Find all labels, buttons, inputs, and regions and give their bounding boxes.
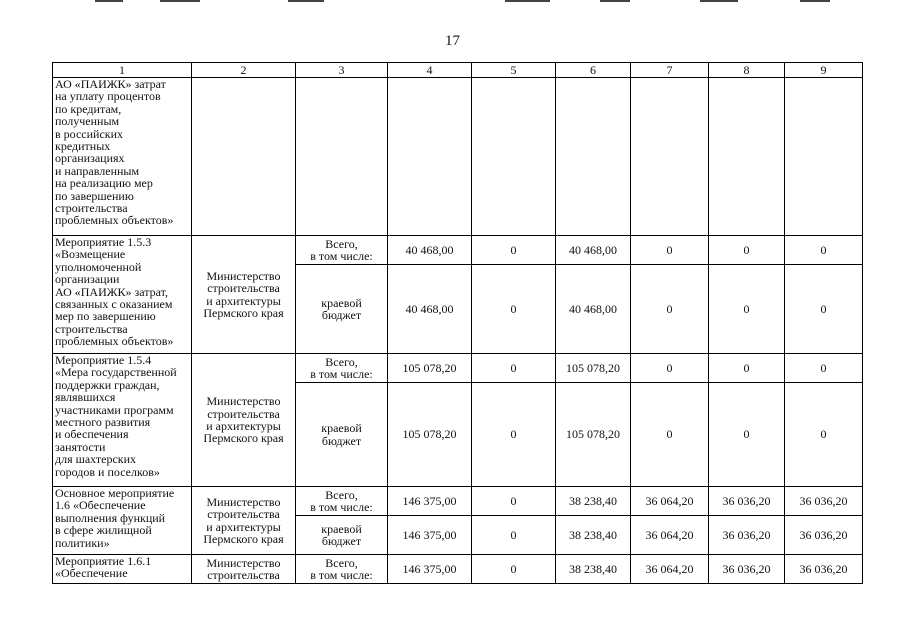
value-cell: 146 375,00 bbox=[388, 487, 472, 516]
scan-top-edge bbox=[0, 0, 905, 2]
value-cell: 105 078,20 bbox=[388, 354, 472, 383]
value-cell: 36 064,20 bbox=[631, 516, 709, 555]
activity-name: Основное мероприятие 1.6 «Обеспечение выполнения функций в сфере жилищной политики» bbox=[53, 487, 192, 555]
value-cell: 0 bbox=[785, 354, 863, 383]
value-cell: 0 bbox=[631, 383, 709, 487]
activity-name: Мероприятие 1.5.3 «Возмещение уполномоченной организации АО «ПАИЖК» затрат, связанных с оказанием мер по завершению строительства проблемных объектов» bbox=[53, 236, 192, 354]
budget-table bbox=[52, 62, 863, 584]
value-cell: 36 036,20 bbox=[785, 555, 863, 584]
value-cell: 0 bbox=[631, 265, 709, 354]
value-cell: 105 078,20 bbox=[556, 383, 631, 487]
value-cell: 0 bbox=[631, 236, 709, 265]
value-cell: 36 036,20 bbox=[785, 487, 863, 516]
value-cell: 0 bbox=[785, 383, 863, 487]
activity-name: АО «ПАИЖК» затрат на уплату процентов по кредитам, полученным в российских кредитных организациях и направленным на реализацию мер по завершению строительства проблемных объектов» bbox=[53, 78, 192, 236]
value-cell: 0 bbox=[472, 383, 556, 487]
table-row bbox=[53, 555, 863, 584]
value-cell bbox=[472, 78, 556, 236]
funding-source: краевой бюджет bbox=[296, 265, 388, 354]
column-header: 4 bbox=[388, 63, 472, 78]
column-header: 9 bbox=[785, 63, 863, 78]
page-number: 17 bbox=[445, 33, 460, 49]
value-cell: 105 078,20 bbox=[388, 383, 472, 487]
value-cell: 40 468,00 bbox=[388, 265, 472, 354]
value-cell: 105 078,20 bbox=[556, 354, 631, 383]
table-row bbox=[53, 354, 863, 383]
value-cell: 40 468,00 bbox=[556, 265, 631, 354]
value-cell: 0 bbox=[709, 383, 785, 487]
column-header: 5 bbox=[472, 63, 556, 78]
value-cell: 0 bbox=[472, 555, 556, 584]
value-cell: 0 bbox=[472, 487, 556, 516]
column-header: 3 bbox=[296, 63, 388, 78]
value-cell: 36 036,20 bbox=[785, 516, 863, 555]
value-cell: 38 238,40 bbox=[556, 555, 631, 584]
value-cell: 0 bbox=[472, 516, 556, 555]
executor-cell: Министерство строительства и архитектуры Пермского края bbox=[192, 236, 296, 354]
column-header: 7 bbox=[631, 63, 709, 78]
value-cell: 0 bbox=[709, 236, 785, 265]
column-header: 8 bbox=[709, 63, 785, 78]
value-cell: 36 036,20 bbox=[709, 487, 785, 516]
funding-source: Всего, в том числе: bbox=[296, 555, 388, 584]
value-cell: 0 bbox=[785, 265, 863, 354]
activity-name: Мероприятие 1.6.1 «Обеспечение bbox=[53, 555, 192, 584]
column-number-row bbox=[53, 63, 863, 78]
value-cell: 40 468,00 bbox=[556, 236, 631, 265]
funding-source: краевой бюджет bbox=[296, 383, 388, 487]
value-cell: 0 bbox=[709, 354, 785, 383]
value-cell bbox=[631, 78, 709, 236]
table-row bbox=[53, 78, 863, 236]
value-cell bbox=[785, 78, 863, 236]
value-cell: 146 375,00 bbox=[388, 555, 472, 584]
executor-cell: Министерство строительства bbox=[192, 555, 296, 584]
value-cell: 40 468,00 bbox=[388, 236, 472, 265]
activity-name: Мероприятие 1.5.4 «Мера государственной поддержки граждан, являвшихся участниками программ местного развития и обеспечения занятости для шахтерских городов и поселков» bbox=[53, 354, 192, 487]
value-cell: 0 bbox=[709, 265, 785, 354]
value-cell bbox=[556, 78, 631, 236]
column-header: 6 bbox=[556, 63, 631, 78]
value-cell: 38 238,40 bbox=[556, 487, 631, 516]
executor-cell: Министерство строительства и архитектуры Пермского края bbox=[192, 354, 296, 487]
value-cell: 36 036,20 bbox=[709, 516, 785, 555]
value-cell: 36 064,20 bbox=[631, 487, 709, 516]
value-cell: 0 bbox=[472, 354, 556, 383]
value-cell: 36 036,20 bbox=[709, 555, 785, 584]
value-cell bbox=[709, 78, 785, 236]
column-header: 2 bbox=[192, 63, 296, 78]
funding-source bbox=[296, 78, 388, 236]
value-cell bbox=[388, 78, 472, 236]
funding-source: краевой бюджет bbox=[296, 516, 388, 555]
value-cell: 36 064,20 bbox=[631, 555, 709, 584]
value-cell: 146 375,00 bbox=[388, 516, 472, 555]
funding-source: Всего, в том числе: bbox=[296, 354, 388, 383]
value-cell: 0 bbox=[472, 236, 556, 265]
value-cell: 0 bbox=[631, 354, 709, 383]
table-row bbox=[53, 236, 863, 265]
table-row bbox=[53, 487, 863, 516]
executor-cell: Министерство строительства и архитектуры Пермского края bbox=[192, 487, 296, 555]
funding-source: Всего, в том числе: bbox=[296, 236, 388, 265]
value-cell: 0 bbox=[472, 265, 556, 354]
value-cell: 38 238,40 bbox=[556, 516, 631, 555]
executor-cell bbox=[192, 78, 296, 236]
column-header: 1 bbox=[53, 63, 192, 78]
value-cell: 0 bbox=[785, 236, 863, 265]
funding-source: Всего, в том числе: bbox=[296, 487, 388, 516]
